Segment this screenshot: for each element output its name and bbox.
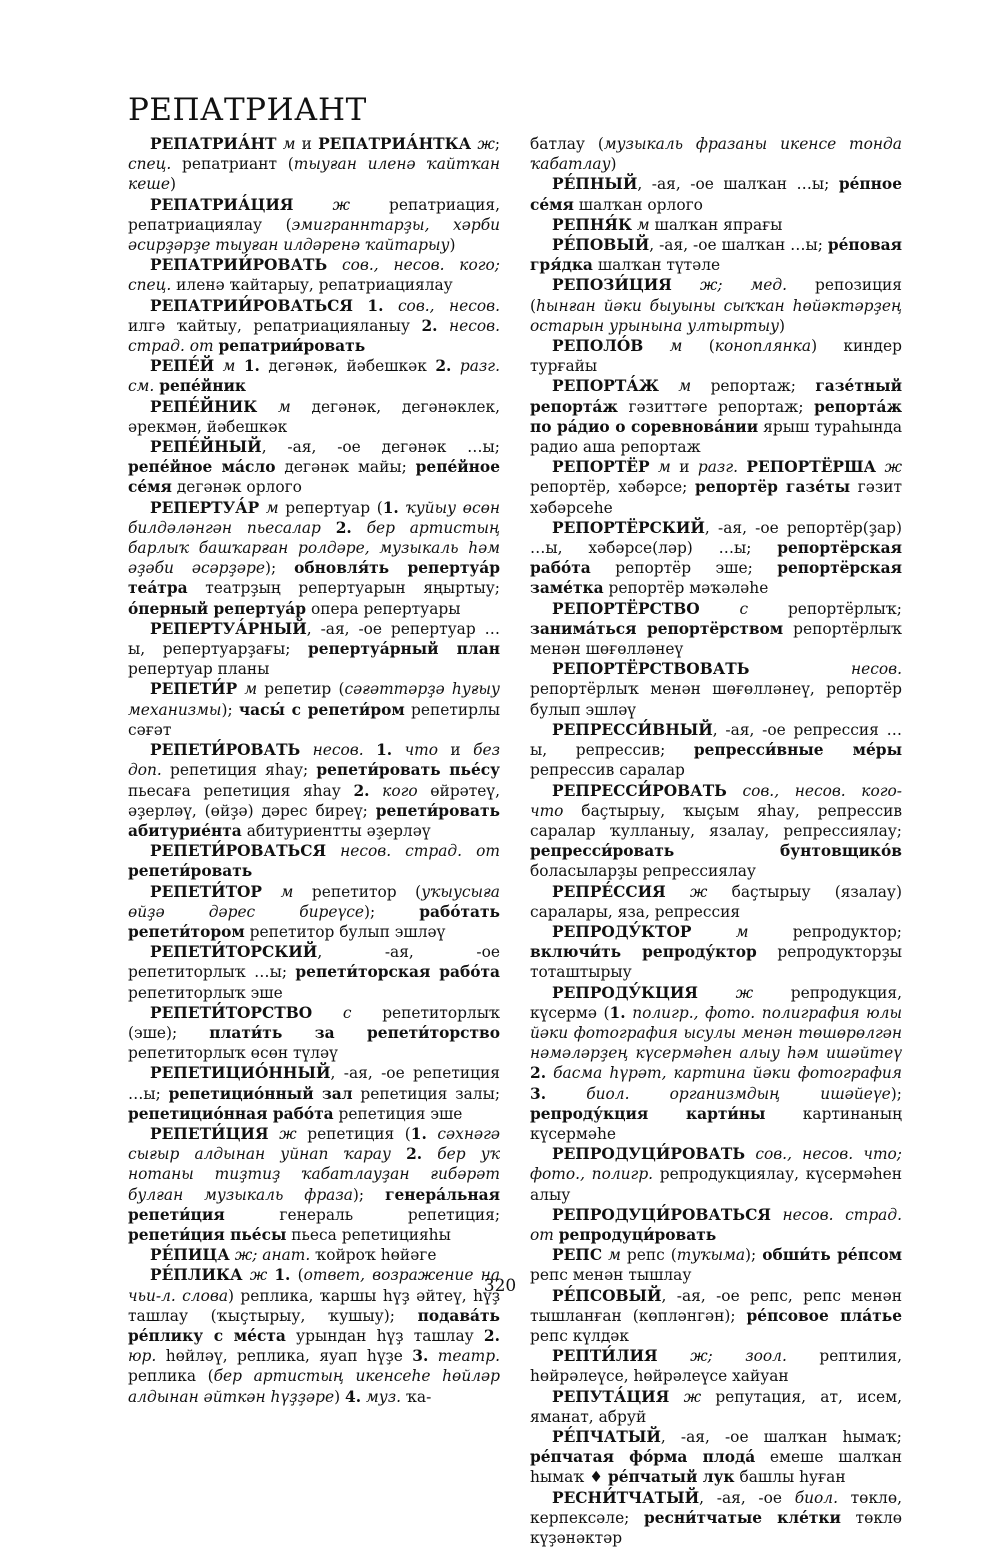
dictionary-entry: РЕПЕТИ́РОВАТЬСЯ несов. страд. от репети́ровать [128, 842, 500, 881]
dictionary-entry: РЕПРОДУ́КЦИЯ ж репродукция, күсермә (1. полигр., фото. полиграфия юлы йәки фотография ысулы менән төшөрөлгән нәмәләрҙең күсермәһен алыу һәм ишәйтеү 2. басма һүрәт, картина йәки фотография 3. биол. организмдың ишәйеүе); репроду́кция карти́ны картинаның күсермәһе [530, 983, 903, 1143]
dictionary-entry: батлау (музыкаль фразаны икенсе тонда ҡабатлау) [530, 135, 902, 174]
dictionary-entry: РЕПЕТИЦИО́ННЫЙ, -ая, -ое репетиция …ы; репетицио́нный зал репетиция залы; репетицио́нная рабо́та репетиция эше [128, 1064, 500, 1123]
dictionary-entry: РЕПОРТЁРСТВОВАТЬ несов. репортёрлыҡ менән шөғөлләнеү, репортёр булып эшләү [530, 660, 902, 719]
dictionary-entry: РЕПЕТИ́Р м репетир (сәғәттәрҙә һуғыу механизмы); часы́ с репети́ром репетирлы сәғәт [128, 680, 500, 739]
dictionary-entry: РЕПЕРТУА́РНЫЙ, -ая, -ое репертуар …ы, репертуарҙағы; репертуа́рный план репертуар планы [128, 619, 500, 679]
dictionary-entry: РЕ́ПНЫЙ, -ая, -ое шалҡан …ы; ре́пное се́мя шалҡан орлого [530, 175, 902, 214]
dictionary-entry: РЕПТИ́ЛИЯ ж; зоол. рептилия, һөйрәлеүсе, һөйрәлеүсе хайуан [530, 1347, 902, 1386]
dictionary-entry: РЕПАТРИИ́РОВАТЬСЯ 1. сов., несов. илгә ҡайтыу, репатриацияланыу 2. несов. страд. от репатрии́ровать [128, 296, 500, 356]
dictionary-entry: РЕПАТРИА́НТ м и РЕПАТРИА́НТКА ж; спец. репатриант (тыуған иленә ҡайтҡан кеше) [128, 135, 500, 194]
dictionary-entry: РЕСНИ́ТЧАТЫЙ, -ая, -ое биол. төклө, керпексәле; ресни́тчатые кле́тки төклө күҙәнәктәр [530, 1488, 902, 1548]
dictionary-entry: РЕПЕТИ́ТОРСТВО с репетиторлыҡ (эше); плати́ть за репети́торство репетиторлыҡ өсөн түләү [128, 1003, 501, 1063]
dictionary-entry: РЕПОРТЁРСТВО с репортёрлыҡ; занима́ться репортёрством репортёрлыҡ менән шөғөлләнеү [530, 599, 902, 659]
running-head: РЕПАТРИАНТ [128, 92, 367, 128]
dictionary-entry: РЕПРЕССИ́ВНЫЙ, -ая, -ое репрессия …ы, репрессив; репресси́вные ме́ры репрессив саралар [530, 720, 903, 780]
dictionary-entry: РЕПЕТИ́ЦИЯ ж репетиция (1. сәхнәгә сығыр алдынан уйнап ҡарау 2. бер уҡ нотаны тиҙтиҙ ҡабатлауҙан ғибәрәт булған музыкаль фраза); генера́льная репети́ция генераль репетиция; репети́ция пье́сы пьеса репетицияһы [128, 1124, 500, 1244]
dictionary-entry: РЕ́ПИЦА ж; анат. ҡойроҡ һөйәге [150, 1246, 437, 1265]
dictionary-entry: РЕПЕ́Й м 1. дегәнәк, йәбешкәк 2. разг. см. репе́йник [128, 357, 500, 396]
dictionary-entry: РЕПЕ́ЙНИК м дегәнәк, дегәнәклек, әрекмән, йәбешкәк [128, 397, 500, 436]
dictionary-entry: РЕПОЗИ́ЦИЯ ж; мед. репозиция (һынған йәки быуыны сыҡҡан һөйәктәрҙең остарын урынына ултыртыу) [530, 276, 902, 335]
dictionary-entry: РЕ́ПЛИКА ж 1. (ответ, возражение на чьи-л. слова) реплика, ҡаршы һүҙ әйтеү, һүҙ ташлау (ҡыҫтырыу, ҡушыу); подава́ть ре́плику с ме́ста урындан һүҙ ташлау 2. юр. һөйләү, реплика, яуап һүҙе 3. театр. реплика (бер артистың икенсеһе һөйләр алдынан әйткән һүҙҙәре) 4. муз. ҡа- [128, 1266, 500, 1406]
dictionary-entry: РЕПУТА́ЦИЯ ж репутация, ат, исем, яманат, абруй [530, 1387, 902, 1426]
dictionary-entry: РЕПОЛО́В м (коноплянка) киндер турғайы [530, 337, 902, 376]
dictionary-entry: РЕПЕТИ́РОВАТЬ несов. 1. что и без доп. репетиция яһау; репети́ровать пье́су пьесаға репетиция яһау 2. кого өйрәтеү, әҙерләү, (өйҙә) дәрес биреү; репети́ровать абитурие́нта абитуриентты әҙерләү [128, 741, 500, 840]
dictionary-entry: РЕ́ПЧАТЫЙ, -ая, -ое шалҡан һымаҡ; ре́пчатая фо́рма плода́ емеше шалҡан һымаҡ ♦ ре́пчатый лук башлы һуған [530, 1428, 902, 1487]
dictionary-entry: РЕПРОДУЦИ́РОВАТЬ сов., несов. что; фото., полигр. репродукциялау, күсермәһен алыу [530, 1145, 902, 1204]
dictionary-entry: РЕПС м репс (туҡыма); обши́ть ре́псом репс менән тышлау [530, 1246, 902, 1285]
right-column [530, 134, 902, 1548]
dictionary-entry: РЕПЕТИ́ТОРСКИЙ, -ая, -ое репетиторлыҡ …ы; репети́торская рабо́та репетиторлыҡ эше [128, 943, 500, 1002]
dictionary-entry: РЕПОРТЁР м и разг. РЕПОРТЁРША ж репортёр, хәбәрсе; репортёр газе́ты гәзит хәбәрсеһе [530, 458, 902, 517]
dictionary-entry: РЕПОРТЁРСКИЙ, -ая, -ое репортёр(ҙар) …ы, хәбәрсе(ләр) …ы; репортёрская рабо́та репортёр эше; репортёрская заме́тка репортёр мәҡәләһе [530, 518, 902, 598]
dictionary-entry: РЕПЕРТУА́Р м репертуар (1. ҡуйыу өсөн билдәләнгән пьесалар 2. бер артистың барлыҡ башҡарған ролдәре, музыкаль һәм әҙәби әсәрҙәре); обновля́ть репертуа́р теа́тра театрҙың репертуарын яңыртыу; о́перный репертуа́р опера репертуары [128, 498, 500, 618]
dictionary-entry: РЕПРЕ́ССИЯ ж баҫтырыу (язалау) саралары, яза, репрессия [530, 882, 902, 921]
dictionary-entry: РЕПАТРИА́ЦИЯ ж репатриация, репатриациялау (эмиграннтарҙы, хәрби әсирҙәрҙе тыуған илдәренә ҡайтарыу) [128, 195, 500, 255]
dictionary-entry: РЕ́ПОВЫЙ, -ая, -ое шалҡан …ы; ре́повая гря́дка шалҡан түтәле [530, 236, 902, 275]
dictionary-entry: РЕПНЯ́К м шалҡан япрағы [552, 215, 783, 234]
dictionary-entry: РЕПРОДУЦИ́РОВАТЬСЯ несов. страд. от репродуци́ровать [530, 1205, 902, 1244]
dictionary-entry: РЕПРОДУ́КТОР м репродуктор; включи́ть репроду́ктор репродукторҙы тоташтырыу [530, 922, 902, 982]
dictionary-entry: РЕПЕТИ́ТОР м репетитор (уҡыусыға өйҙә дәрес биреүсе); рабо́тать репети́тором репетитор булып эшләү [128, 882, 500, 941]
dictionary-entry: РЕПЕ́ЙНЫЙ, -ая, -ое дегәнәк …ы; репе́йное ма́сло дегәнәк майы; репе́йное се́мя дегәнәк орлого [128, 438, 500, 497]
dictionary-entry: РЕПРЕССИ́РОВАТЬ сов., несов. кого-что баҫтырыу, ҡыҫым яһау, репрессив саралар ҡулланыу, язалау, репрессиялау; репресси́ровать бунтовщико́в боласыларҙы репрессиялау [530, 781, 902, 881]
dictionary-entry: РЕ́ПСОВЫЙ, -ая, -ое репс, репс менән тышланған (көпләнгән); ре́псовое пла́тье репс күлдәк [530, 1286, 902, 1345]
dictionary-entry: РЕПОРТА́Ж м репортаж; газе́тный репорта́ж гәзиттәге репортаж; репорта́ж по ра́дио о соревнова́нии ярыш тураһында радио аша репортаж [530, 377, 902, 457]
dictionary-entry: РЕПАТРИИ́РОВАТЬ сов., несов. кого; спец. иленә ҡайтарыу, репатриациялау [128, 256, 500, 295]
page-number: 320 [483, 1276, 517, 1296]
left-column [128, 134, 500, 1407]
